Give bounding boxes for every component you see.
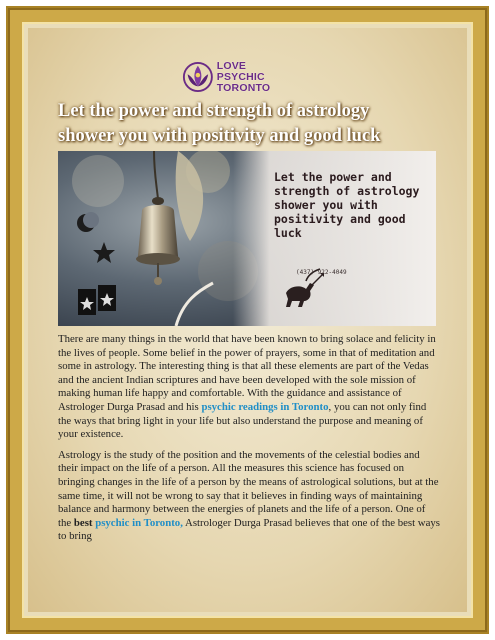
brand-line1: LOVE PSYCHIC xyxy=(216,59,265,83)
paragraph-1-text: There are many things in the world that have been known to bring solace and felicity in the lives of people. Some belief in the power of prayers, some in that of meditation and some in astrology. The interesting thing is that all these elements are part of the Vedas and the ancient Indian scriptures and have been developed with the sole mission of making human life happy and comfortable. With the guidance and assistance of Astrologer Durga Prasad and his xyxy=(58,333,436,413)
paragraph-2-text-end: Astrologer Durga Prasad believes that one of the best ways to bring xyxy=(58,516,440,543)
hero-caption xyxy=(274,170,434,240)
brand-name xyxy=(217,61,292,94)
psychic-in-toronto-link[interactable]: psychic in Toronto xyxy=(95,516,181,529)
title-line2: shower you with positivity and good luck xyxy=(58,126,381,146)
best-bold-text: best xyxy=(73,516,93,529)
paragraph-1 xyxy=(58,333,440,442)
paragraph-1-text-end: , you can not only find the ways that bring light in your life but also understand the purpose and meaning of your existence. xyxy=(58,400,427,441)
hero-line: strength of astrology xyxy=(274,184,420,198)
paragraph-2-text: Astrology is the study of the position and the movements of the celestial bodies and their impact on the life of a person. All the measures this science has focused on bringing changes in the life of a person by the means of astrological solutions, but at the same time, it will not be wrong to say that it believes in finding ways of maintaining balance and harmony between the energies of planets and the life of a person. One of the xyxy=(58,448,439,529)
lotus-logo-icon xyxy=(182,60,214,94)
hero-image xyxy=(58,151,436,326)
article-body xyxy=(58,333,440,551)
paragraph-2 xyxy=(58,449,440,544)
hero-line: Let the power and xyxy=(274,170,392,184)
hero-line: positivity and good xyxy=(274,212,406,226)
brand-logo[interactable] xyxy=(182,57,292,97)
title-line1: Let the power and strength of astrology xyxy=(58,101,370,121)
hero-line: shower you with xyxy=(274,198,378,212)
hero-phone-number: (437) 922-4049 xyxy=(296,269,347,276)
page-title xyxy=(58,99,438,149)
brand-line2: TORONTO xyxy=(216,81,271,94)
psychic-readings-link[interactable]: psychic readings in Toronto xyxy=(201,400,329,413)
link-comma: , xyxy=(180,516,183,529)
hero-line: luck xyxy=(274,226,302,240)
